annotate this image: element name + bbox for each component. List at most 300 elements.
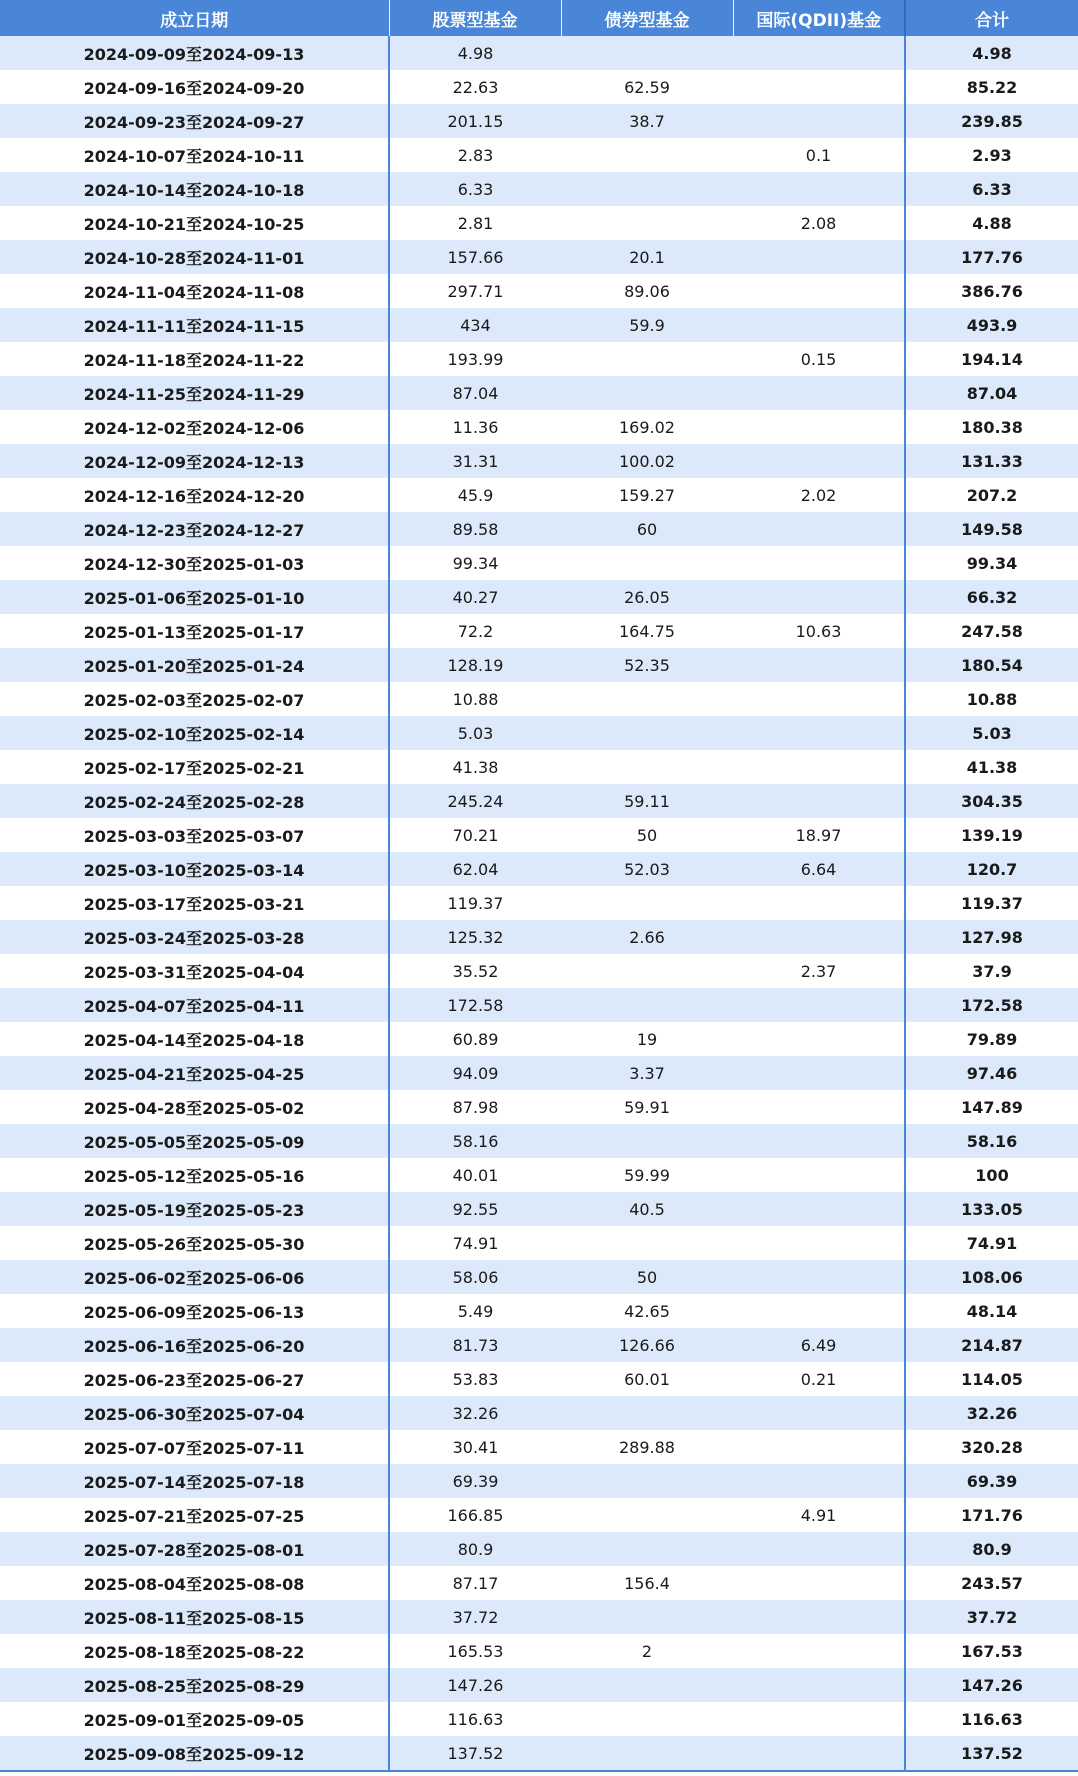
cell-date-range: 2025-08-25至2025-08-29 bbox=[0, 1668, 389, 1702]
table-row bbox=[0, 1260, 1078, 1294]
cell-total: 58.16 bbox=[905, 1124, 1078, 1158]
cell-date-range: 2025-06-09至2025-06-13 bbox=[0, 1294, 389, 1328]
cell-total: 4.88 bbox=[905, 206, 1078, 240]
cell-total: 48.14 bbox=[905, 1294, 1078, 1328]
cell-date-range: 2024-12-09至2024-12-13 bbox=[0, 444, 389, 478]
table-row bbox=[0, 1668, 1078, 1702]
cell-stock-fund: 74.91 bbox=[389, 1226, 561, 1260]
cell-date-range: 2024-11-18至2024-11-22 bbox=[0, 342, 389, 376]
cell-qdii-fund: 2.08 bbox=[733, 206, 905, 240]
cell-date-range: 2025-07-28至2025-08-01 bbox=[0, 1532, 389, 1566]
cell-stock-fund: 31.31 bbox=[389, 444, 561, 478]
cell-bond-fund: 89.06 bbox=[561, 274, 733, 308]
cell-date-range: 2024-11-25至2024-11-29 bbox=[0, 376, 389, 410]
cell-total: 493.9 bbox=[905, 308, 1078, 342]
cell-stock-fund: 166.85 bbox=[389, 1498, 561, 1532]
cell-stock-fund: 22.63 bbox=[389, 70, 561, 104]
cell-date-range: 2024-10-28至2024-11-01 bbox=[0, 240, 389, 274]
cell-date-range: 2025-07-21至2025-07-25 bbox=[0, 1498, 389, 1532]
table-row bbox=[0, 1226, 1078, 1260]
cell-stock-fund: 40.27 bbox=[389, 580, 561, 614]
cell-date-range: 2025-03-24至2025-03-28 bbox=[0, 920, 389, 954]
cell-bond-fund bbox=[561, 1736, 733, 1771]
cell-total: 147.89 bbox=[905, 1090, 1078, 1124]
cell-bond-fund bbox=[561, 36, 733, 70]
cell-date-range: 2024-11-04至2024-11-08 bbox=[0, 274, 389, 308]
cell-qdii-fund bbox=[733, 1056, 905, 1090]
cell-bond-fund: 50 bbox=[561, 818, 733, 852]
table-row bbox=[0, 1158, 1078, 1192]
cell-bond-fund bbox=[561, 1702, 733, 1736]
cell-qdii-fund bbox=[733, 580, 905, 614]
cell-total: 108.06 bbox=[905, 1260, 1078, 1294]
cell-qdii-fund: 10.63 bbox=[733, 614, 905, 648]
table-row bbox=[0, 1294, 1078, 1328]
table-row bbox=[0, 1430, 1078, 1464]
cell-qdii-fund bbox=[733, 1566, 905, 1600]
cell-bond-fund: 50 bbox=[561, 1260, 733, 1294]
table-row bbox=[0, 750, 1078, 784]
cell-date-range: 2024-11-11至2024-11-15 bbox=[0, 308, 389, 342]
cell-total: 6.33 bbox=[905, 172, 1078, 206]
cell-qdii-fund: 18.97 bbox=[733, 818, 905, 852]
cell-bond-fund bbox=[561, 1464, 733, 1498]
cell-total: 214.87 bbox=[905, 1328, 1078, 1362]
cell-bond-fund: 26.05 bbox=[561, 580, 733, 614]
cell-qdii-fund bbox=[733, 1260, 905, 1294]
cell-qdii-fund: 0.15 bbox=[733, 342, 905, 376]
cell-total: 320.28 bbox=[905, 1430, 1078, 1464]
cell-total: 114.05 bbox=[905, 1362, 1078, 1396]
cell-qdii-fund bbox=[733, 648, 905, 682]
cell-qdii-fund bbox=[733, 1736, 905, 1771]
table-row bbox=[0, 1124, 1078, 1158]
cell-bond-fund: 59.11 bbox=[561, 784, 733, 818]
cell-total: 116.63 bbox=[905, 1702, 1078, 1736]
table-row bbox=[0, 954, 1078, 988]
cell-qdii-fund bbox=[733, 682, 905, 716]
cell-date-range: 2024-10-14至2024-10-18 bbox=[0, 172, 389, 206]
cell-qdii-fund bbox=[733, 988, 905, 1022]
table-row bbox=[0, 648, 1078, 682]
cell-total: 239.85 bbox=[905, 104, 1078, 138]
cell-qdii-fund bbox=[733, 1464, 905, 1498]
cell-date-range: 2025-04-21至2025-04-25 bbox=[0, 1056, 389, 1090]
cell-stock-fund: 165.53 bbox=[389, 1634, 561, 1668]
cell-qdii-fund bbox=[733, 1294, 905, 1328]
cell-total: 127.98 bbox=[905, 920, 1078, 954]
cell-bond-fund: 169.02 bbox=[561, 410, 733, 444]
table-row bbox=[0, 240, 1078, 274]
cell-total: 147.26 bbox=[905, 1668, 1078, 1702]
cell-bond-fund bbox=[561, 1600, 733, 1634]
cell-bond-fund: 164.75 bbox=[561, 614, 733, 648]
cell-date-range: 2025-09-01至2025-09-05 bbox=[0, 1702, 389, 1736]
table-row bbox=[0, 410, 1078, 444]
cell-total: 171.76 bbox=[905, 1498, 1078, 1532]
cell-total: 5.03 bbox=[905, 716, 1078, 750]
table-row bbox=[0, 70, 1078, 104]
cell-stock-fund: 94.09 bbox=[389, 1056, 561, 1090]
cell-bond-fund: 3.37 bbox=[561, 1056, 733, 1090]
cell-qdii-fund bbox=[733, 1600, 905, 1634]
cell-qdii-fund bbox=[733, 1668, 905, 1702]
cell-stock-fund: 62.04 bbox=[389, 852, 561, 886]
cell-bond-fund bbox=[561, 138, 733, 172]
cell-date-range: 2025-01-20至2025-01-24 bbox=[0, 648, 389, 682]
cell-stock-fund: 125.32 bbox=[389, 920, 561, 954]
table-header bbox=[0, 0, 1078, 36]
column-header-date: 成立日期 bbox=[0, 0, 389, 36]
cell-bond-fund bbox=[561, 172, 733, 206]
cell-stock-fund: 99.34 bbox=[389, 546, 561, 580]
cell-stock-fund: 137.52 bbox=[389, 1736, 561, 1771]
table-row bbox=[0, 444, 1078, 478]
cell-bond-fund: 156.4 bbox=[561, 1566, 733, 1600]
cell-stock-fund: 11.36 bbox=[389, 410, 561, 444]
cell-date-range: 2025-07-14至2025-07-18 bbox=[0, 1464, 389, 1498]
cell-stock-fund: 45.9 bbox=[389, 478, 561, 512]
cell-qdii-fund: 6.49 bbox=[733, 1328, 905, 1362]
cell-bond-fund bbox=[561, 682, 733, 716]
cell-date-range: 2025-08-11至2025-08-15 bbox=[0, 1600, 389, 1634]
cell-bond-fund: 59.99 bbox=[561, 1158, 733, 1192]
cell-bond-fund: 126.66 bbox=[561, 1328, 733, 1362]
table-row bbox=[0, 988, 1078, 1022]
cell-date-range: 2024-10-21至2024-10-25 bbox=[0, 206, 389, 240]
cell-bond-fund bbox=[561, 206, 733, 240]
cell-total: 85.22 bbox=[905, 70, 1078, 104]
cell-total: 137.52 bbox=[905, 1736, 1078, 1771]
cell-stock-fund: 4.98 bbox=[389, 36, 561, 70]
cell-stock-fund: 2.81 bbox=[389, 206, 561, 240]
cell-stock-fund: 58.16 bbox=[389, 1124, 561, 1158]
table-row bbox=[0, 1498, 1078, 1532]
cell-total: 304.35 bbox=[905, 784, 1078, 818]
cell-bond-fund: 52.35 bbox=[561, 648, 733, 682]
cell-qdii-fund bbox=[733, 36, 905, 70]
cell-total: 2.93 bbox=[905, 138, 1078, 172]
cell-qdii-fund bbox=[733, 172, 905, 206]
cell-bond-fund: 60.01 bbox=[561, 1362, 733, 1396]
cell-total: 41.38 bbox=[905, 750, 1078, 784]
cell-date-range: 2025-02-10至2025-02-14 bbox=[0, 716, 389, 750]
cell-qdii-fund bbox=[733, 1090, 905, 1124]
cell-bond-fund: 289.88 bbox=[561, 1430, 733, 1464]
cell-total: 139.19 bbox=[905, 818, 1078, 852]
cell-date-range: 2025-08-18至2025-08-22 bbox=[0, 1634, 389, 1668]
cell-bond-fund bbox=[561, 1396, 733, 1430]
table-row bbox=[0, 852, 1078, 886]
cell-date-range: 2025-03-03至2025-03-07 bbox=[0, 818, 389, 852]
table-row bbox=[0, 1464, 1078, 1498]
cell-total: 180.38 bbox=[905, 410, 1078, 444]
table-row bbox=[0, 1702, 1078, 1736]
table-row bbox=[0, 478, 1078, 512]
cell-stock-fund: 87.98 bbox=[389, 1090, 561, 1124]
cell-stock-fund: 30.41 bbox=[389, 1430, 561, 1464]
cell-date-range: 2025-07-07至2025-07-11 bbox=[0, 1430, 389, 1464]
cell-stock-fund: 297.71 bbox=[389, 274, 561, 308]
cell-bond-fund: 19 bbox=[561, 1022, 733, 1056]
cell-total: 32.26 bbox=[905, 1396, 1078, 1430]
cell-date-range: 2025-08-04至2025-08-08 bbox=[0, 1566, 389, 1600]
cell-bond-fund: 52.03 bbox=[561, 852, 733, 886]
cell-total: 207.2 bbox=[905, 478, 1078, 512]
cell-bond-fund bbox=[561, 886, 733, 920]
table-row bbox=[0, 138, 1078, 172]
cell-stock-fund: 2.83 bbox=[389, 138, 561, 172]
cell-total: 74.91 bbox=[905, 1226, 1078, 1260]
cell-qdii-fund bbox=[733, 70, 905, 104]
table-row bbox=[0, 1056, 1078, 1090]
cell-total: 131.33 bbox=[905, 444, 1078, 478]
cell-total: 120.7 bbox=[905, 852, 1078, 886]
cell-total: 386.76 bbox=[905, 274, 1078, 308]
table-row bbox=[0, 614, 1078, 648]
cell-bond-fund bbox=[561, 1668, 733, 1702]
cell-date-range: 2025-05-12至2025-05-16 bbox=[0, 1158, 389, 1192]
column-header-stock-fund: 股票型基金 bbox=[389, 0, 561, 36]
table-row bbox=[0, 206, 1078, 240]
cell-qdii-fund bbox=[733, 1430, 905, 1464]
cell-stock-fund: 128.19 bbox=[389, 648, 561, 682]
cell-stock-fund: 193.99 bbox=[389, 342, 561, 376]
table-row bbox=[0, 376, 1078, 410]
cell-date-range: 2024-12-30至2025-01-03 bbox=[0, 546, 389, 580]
cell-bond-fund: 59.91 bbox=[561, 1090, 733, 1124]
cell-bond-fund bbox=[561, 750, 733, 784]
cell-total: 194.14 bbox=[905, 342, 1078, 376]
cell-stock-fund: 10.88 bbox=[389, 682, 561, 716]
cell-qdii-fund bbox=[733, 886, 905, 920]
cell-bond-fund: 42.65 bbox=[561, 1294, 733, 1328]
cell-total: 243.57 bbox=[905, 1566, 1078, 1600]
cell-bond-fund: 2.66 bbox=[561, 920, 733, 954]
cell-bond-fund bbox=[561, 376, 733, 410]
cell-bond-fund bbox=[561, 1532, 733, 1566]
cell-total: 80.9 bbox=[905, 1532, 1078, 1566]
cell-date-range: 2024-10-07至2024-10-11 bbox=[0, 138, 389, 172]
cell-qdii-fund bbox=[733, 410, 905, 444]
cell-stock-fund: 81.73 bbox=[389, 1328, 561, 1362]
table-row bbox=[0, 1736, 1078, 1771]
cell-date-range: 2025-02-17至2025-02-21 bbox=[0, 750, 389, 784]
cell-total: 37.72 bbox=[905, 1600, 1078, 1634]
cell-total: 119.37 bbox=[905, 886, 1078, 920]
cell-qdii-fund bbox=[733, 274, 905, 308]
cell-total: 133.05 bbox=[905, 1192, 1078, 1226]
cell-bond-fund: 59.9 bbox=[561, 308, 733, 342]
table-row bbox=[0, 818, 1078, 852]
cell-qdii-fund bbox=[733, 512, 905, 546]
cell-total: 66.32 bbox=[905, 580, 1078, 614]
cell-stock-fund: 32.26 bbox=[389, 1396, 561, 1430]
cell-bond-fund: 60 bbox=[561, 512, 733, 546]
cell-date-range: 2025-06-30至2025-07-04 bbox=[0, 1396, 389, 1430]
table-row bbox=[0, 546, 1078, 580]
cell-qdii-fund bbox=[733, 1192, 905, 1226]
cell-date-range: 2024-09-09至2024-09-13 bbox=[0, 36, 389, 70]
cell-qdii-fund bbox=[733, 376, 905, 410]
cell-stock-fund: 40.01 bbox=[389, 1158, 561, 1192]
cell-stock-fund: 119.37 bbox=[389, 886, 561, 920]
cell-stock-fund: 58.06 bbox=[389, 1260, 561, 1294]
cell-qdii-fund bbox=[733, 784, 905, 818]
table-row bbox=[0, 1192, 1078, 1226]
table-row bbox=[0, 1634, 1078, 1668]
cell-total: 37.9 bbox=[905, 954, 1078, 988]
cell-bond-fund: 40.5 bbox=[561, 1192, 733, 1226]
cell-date-range: 2025-01-13至2025-01-17 bbox=[0, 614, 389, 648]
cell-qdii-fund: 6.64 bbox=[733, 852, 905, 886]
cell-stock-fund: 69.39 bbox=[389, 1464, 561, 1498]
cell-stock-fund: 157.66 bbox=[389, 240, 561, 274]
cell-total: 180.54 bbox=[905, 648, 1078, 682]
cell-stock-fund: 41.38 bbox=[389, 750, 561, 784]
cell-stock-fund: 434 bbox=[389, 308, 561, 342]
cell-date-range: 2024-09-23至2024-09-27 bbox=[0, 104, 389, 138]
cell-qdii-fund: 4.91 bbox=[733, 1498, 905, 1532]
cell-stock-fund: 35.52 bbox=[389, 954, 561, 988]
cell-qdii-fund bbox=[733, 1124, 905, 1158]
table-body bbox=[0, 36, 1078, 1771]
table-row bbox=[0, 580, 1078, 614]
cell-bond-fund bbox=[561, 716, 733, 750]
cell-date-range: 2025-02-03至2025-02-07 bbox=[0, 682, 389, 716]
cell-bond-fund: 62.59 bbox=[561, 70, 733, 104]
cell-total: 87.04 bbox=[905, 376, 1078, 410]
table-row bbox=[0, 1566, 1078, 1600]
table-row bbox=[0, 886, 1078, 920]
cell-bond-fund bbox=[561, 1124, 733, 1158]
cell-qdii-fund bbox=[733, 1022, 905, 1056]
cell-qdii-fund bbox=[733, 716, 905, 750]
column-header-total: 合计 bbox=[905, 0, 1078, 36]
table-row bbox=[0, 784, 1078, 818]
table-row bbox=[0, 1532, 1078, 1566]
cell-date-range: 2024-09-16至2024-09-20 bbox=[0, 70, 389, 104]
cell-stock-fund: 80.9 bbox=[389, 1532, 561, 1566]
cell-stock-fund: 116.63 bbox=[389, 1702, 561, 1736]
cell-date-range: 2025-06-16至2025-06-20 bbox=[0, 1328, 389, 1362]
cell-bond-fund: 100.02 bbox=[561, 444, 733, 478]
cell-bond-fund: 38.7 bbox=[561, 104, 733, 138]
cell-total: 247.58 bbox=[905, 614, 1078, 648]
cell-date-range: 2025-03-31至2025-04-04 bbox=[0, 954, 389, 988]
cell-total: 99.34 bbox=[905, 546, 1078, 580]
table-row bbox=[0, 920, 1078, 954]
cell-qdii-fund bbox=[733, 920, 905, 954]
cell-bond-fund bbox=[561, 1226, 733, 1260]
cell-date-range: 2025-03-10至2025-03-14 bbox=[0, 852, 389, 886]
cell-qdii-fund: 0.21 bbox=[733, 1362, 905, 1396]
cell-stock-fund: 6.33 bbox=[389, 172, 561, 206]
cell-qdii-fund bbox=[733, 1634, 905, 1668]
table-row bbox=[0, 1600, 1078, 1634]
cell-total: 177.76 bbox=[905, 240, 1078, 274]
cell-stock-fund: 60.89 bbox=[389, 1022, 561, 1056]
table-row bbox=[0, 1022, 1078, 1056]
cell-stock-fund: 172.58 bbox=[389, 988, 561, 1022]
table-row bbox=[0, 1090, 1078, 1124]
cell-stock-fund: 245.24 bbox=[389, 784, 561, 818]
cell-qdii-fund bbox=[733, 750, 905, 784]
cell-date-range: 2025-04-14至2025-04-18 bbox=[0, 1022, 389, 1056]
table-row bbox=[0, 172, 1078, 206]
cell-date-range: 2025-06-23至2025-06-27 bbox=[0, 1362, 389, 1396]
table-row bbox=[0, 1362, 1078, 1396]
table-row bbox=[0, 1396, 1078, 1430]
cell-stock-fund: 72.2 bbox=[389, 614, 561, 648]
cell-date-range: 2024-12-02至2024-12-06 bbox=[0, 410, 389, 444]
cell-date-range: 2025-03-17至2025-03-21 bbox=[0, 886, 389, 920]
cell-stock-fund: 89.58 bbox=[389, 512, 561, 546]
cell-qdii-fund bbox=[733, 1158, 905, 1192]
table-row bbox=[0, 1328, 1078, 1362]
cell-bond-fund bbox=[561, 1498, 733, 1532]
cell-stock-fund: 37.72 bbox=[389, 1600, 561, 1634]
cell-bond-fund bbox=[561, 546, 733, 580]
cell-qdii-fund bbox=[733, 1396, 905, 1430]
cell-total: 97.46 bbox=[905, 1056, 1078, 1090]
cell-date-range: 2024-12-23至2024-12-27 bbox=[0, 512, 389, 546]
table-row bbox=[0, 342, 1078, 376]
table-row bbox=[0, 308, 1078, 342]
cell-total: 167.53 bbox=[905, 1634, 1078, 1668]
cell-qdii-fund bbox=[733, 1226, 905, 1260]
cell-date-range: 2025-05-19至2025-05-23 bbox=[0, 1192, 389, 1226]
column-header-bond-fund: 债券型基金 bbox=[561, 0, 733, 36]
cell-stock-fund: 70.21 bbox=[389, 818, 561, 852]
cell-stock-fund: 5.03 bbox=[389, 716, 561, 750]
cell-qdii-fund bbox=[733, 104, 905, 138]
cell-total: 69.39 bbox=[905, 1464, 1078, 1498]
cell-qdii-fund bbox=[733, 308, 905, 342]
cell-date-range: 2025-01-06至2025-01-10 bbox=[0, 580, 389, 614]
cell-total: 79.89 bbox=[905, 1022, 1078, 1056]
cell-date-range: 2024-12-16至2024-12-20 bbox=[0, 478, 389, 512]
cell-qdii-fund: 0.1 bbox=[733, 138, 905, 172]
cell-date-range: 2025-05-05至2025-05-09 bbox=[0, 1124, 389, 1158]
cell-qdii-fund bbox=[733, 1702, 905, 1736]
table-row bbox=[0, 274, 1078, 308]
table-row bbox=[0, 682, 1078, 716]
table-row bbox=[0, 716, 1078, 750]
cell-stock-fund: 87.04 bbox=[389, 376, 561, 410]
cell-bond-fund: 2 bbox=[561, 1634, 733, 1668]
cell-stock-fund: 201.15 bbox=[389, 104, 561, 138]
cell-stock-fund: 5.49 bbox=[389, 1294, 561, 1328]
cell-qdii-fund: 2.37 bbox=[733, 954, 905, 988]
cell-stock-fund: 92.55 bbox=[389, 1192, 561, 1226]
cell-date-range: 2025-09-08至2025-09-12 bbox=[0, 1736, 389, 1771]
cell-bond-fund bbox=[561, 988, 733, 1022]
cell-qdii-fund bbox=[733, 546, 905, 580]
cell-stock-fund: 87.17 bbox=[389, 1566, 561, 1600]
cell-total: 10.88 bbox=[905, 682, 1078, 716]
table-row bbox=[0, 36, 1078, 70]
column-header-qdii-fund: 国际(QDII)基金 bbox=[733, 0, 905, 36]
cell-bond-fund bbox=[561, 954, 733, 988]
cell-stock-fund: 53.83 bbox=[389, 1362, 561, 1396]
cell-total: 149.58 bbox=[905, 512, 1078, 546]
cell-date-range: 2025-02-24至2025-02-28 bbox=[0, 784, 389, 818]
cell-bond-fund: 159.27 bbox=[561, 478, 733, 512]
cell-qdii-fund bbox=[733, 444, 905, 478]
table-row bbox=[0, 512, 1078, 546]
cell-date-range: 2025-04-07至2025-04-11 bbox=[0, 988, 389, 1022]
